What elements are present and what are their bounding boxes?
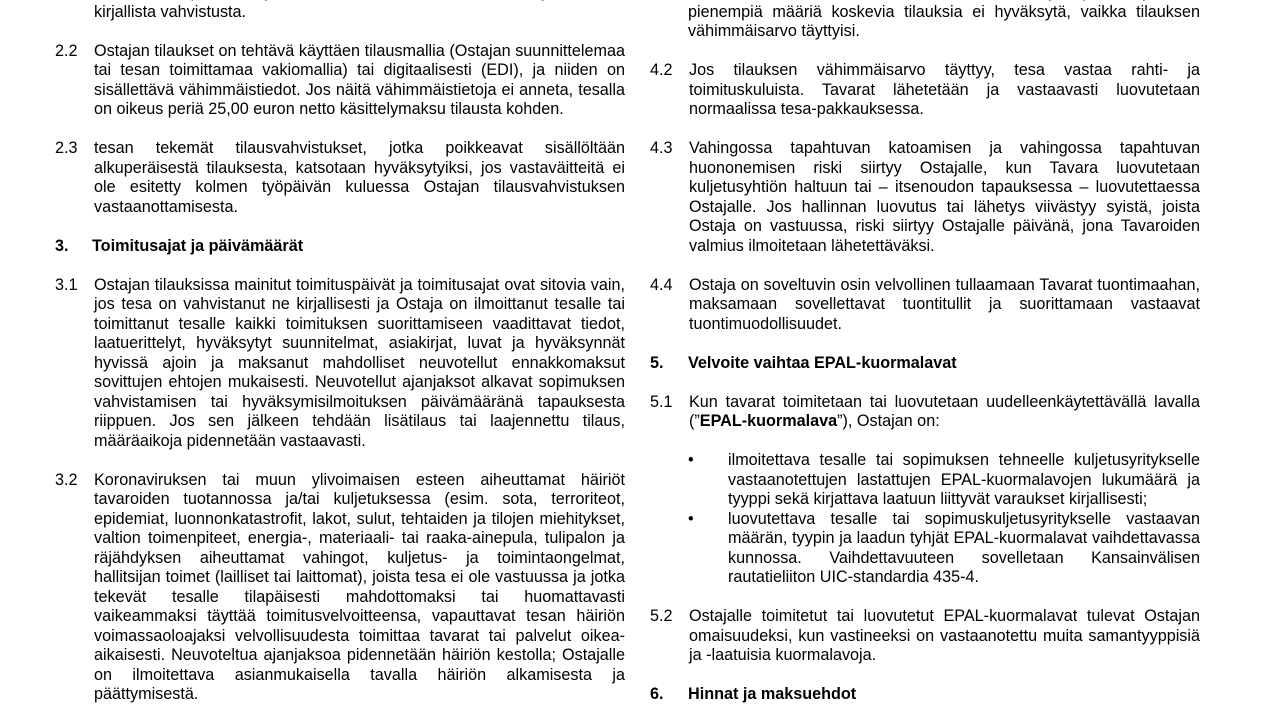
list-item	[688, 451, 1200, 510]
section-number: 3.	[55, 236, 69, 255]
paragraph-3-1	[55, 276, 625, 452]
list-item-text: luovutettava tesalle tai sopimuskuljetusyritykselle vastaavan määrän, tyypin ja laadun tyhjät EPAL-kuormalavat vaihdettavassa kunnossa. Vaihdettavuuteen sovelletaan Kansainvälisen rautatieliiton UIC-standardia 435-4.	[728, 509, 1200, 586]
paragraph-2-1-end	[55, 0, 625, 22]
right-column	[650, 0, 1200, 724]
paragraph-text: Ostaja on soveltuvin osin velvollinen tullaamaan Tavarat tuontimaahan, maksamaan sovellettavat tuontitullit ja suorittamaan vastaavat tuontimuodollisuudet.	[689, 275, 1200, 333]
paragraph-number: 3.2	[55, 470, 78, 489]
bullet-icon: •	[688, 451, 694, 469]
section-heading-6	[650, 685, 1200, 705]
paragraph-text: Vahingossa tapahtuvan katoamisen ja vahingossa tapahtuvan huononemisen riski siirtyy Ostajalle, kun Tavara luovutetaan kuljetusyhtiön haltuun tai – itsenoudon tapauksessa – luovutettaessa Ostajalle. Jos hallinnan luovutus tai lähetys viivästyy syistä, joista Ostaja on vastuussa, riski siirtyy Ostajalle päivänä, jona Tavaroiden valmius ilmoitetaan lähetettäväksi.	[689, 139, 1200, 255]
section-number: 5.	[650, 353, 664, 372]
paragraph-text-part: Kun tavarat toimitetaan tai luovutetaan uudelleenkäytettävällä lavalla (”	[689, 392, 1200, 430]
section-title: Hinnat ja maksuehdot	[688, 685, 857, 703]
paragraph-number: 2.3	[55, 139, 78, 157]
paragraph-text: Koronaviruksen tai muun ylivoimaisen esteen aiheuttamat häiriöt tavaroiden tuotannossa ja/tai kuljetuksessa (esim. sota, terroriteot, epidemiat, luonnonkatastrofit, lakot, sulut, tehtaiden ja tilojen miehitykset, valtion toimenpiteet, energia-, materiaali- tai raaka-ainepula, tulipalon ja räjähdyksen aiheuttamat vahingot, kuljetus- ja toimintaongelmat, hallitsijan toimet (lailliset tai laittomat), joista tesa ei ole vastuussa ja jotka tekevät tesalle tilapäisesti mahdottomaksi tai huomattavasti vaikeammaksi täyttää toimitusvelvoitteensa, vapauttavat tesan häiriön voimassaoloajaksi velvollisuudesta toimittaa tavarat tai palvelut oikea-aikaisesti. Neuvoteltua ajanjaksoa pidennetään häiriön kestolla; Ostajalle on ilmoitettava asianmukaisella tavalla häiriön alkamisesta ja päättymisestä.	[94, 470, 625, 703]
paragraph-text	[689, 393, 1200, 432]
paragraph-text: kirjallista vahvistusta.	[94, 2, 247, 21]
section-title: Velvoite vaihtaa EPAL-kuormalavat	[688, 353, 957, 372]
paragraph-number: 4.2	[650, 61, 673, 79]
section-title: Toimitusajat ja päivämäärät	[92, 236, 304, 255]
paragraph-number: 4.3	[650, 139, 673, 157]
left-column	[55, 0, 625, 724]
list-item	[688, 510, 1200, 588]
section-number: 6.	[650, 685, 664, 703]
paragraph-text: Jos tilauksen vähimmäisarvo täyttyy, tesa vastaa rahti- ja toimituskuluista. Tavarat lähetetään ja vastaavasti luovutetaan normaalissa tesa-pakkauksessa.	[689, 61, 1200, 118]
paragraph-number: 4.4	[650, 275, 673, 294]
paragraph-text: pienempiä määriä koskevia tilauksia ei hyväksytä, vaikka tilauksen vähimmäisarvo täyttyisi.	[688, 2, 1200, 40]
paragraph-text: Ostajan tilauksissa mainitut toimituspäivät ja toimitusajat ovat sitovia vain, jos tesa on vahvistanut ne kirjallisesti ja Ostaja on ilmoittanut tesalle tai toimittanut tesalle kaikki toimituksen suorittamiseen vaadittavat tiedot, laatuerittelyt, hyväksytyt suunnitelmat, asiakirjat, luvat ja hyväksynnät hyvissä ajoin ja maksanut mahdolliset neuvotellut ennakkomaksut sovittujen ehtojen mukaisesti. Neuvotellut ajanjaksot alkavat sopimuksen vahvistamisen tai hyväksymisilmoituksen päivämääränä tapauksesta riippuen. Jos sen jälkeen tehdään lisätilaus tai laajennettu tilaus, määräaikoja pidennetään vastaavasti.	[94, 275, 625, 450]
paragraph-2-2	[55, 42, 625, 120]
paragraph-3-2	[55, 471, 625, 705]
paragraph-text: tesan tekemät tilausvahvistukset, jotka poikkeavat sisällöltään alkuperäisestä tilauksesta, katsotaan hyväksytyiksi, jos vastaväitteitä ei ole esitetty kolmen työpäivän kuluessa Ostajan tilausvahvistuksen vastaanottamisesta.	[94, 139, 625, 216]
paragraph-text: Ostajan tilaukset on tehtävä käyttäen tilausmallia (Ostajan suunnittelemaa tai tesan toimittamaa vakiomallia) tai digitaalisesti (EDI), ja niiden on sisällettävä vähimmäistiedot. Jos näitä vähimmäistietoja ei anneta, tesalla on oikeus periä 25,00 euron netto käsittelymaksu tilausta kohden.	[94, 41, 625, 118]
paragraph-text-part: ”), Ostajan on:	[837, 412, 940, 430]
section-heading-5	[650, 354, 1200, 374]
paragraph-number: 5.2	[650, 607, 673, 625]
bullet-icon: •	[688, 509, 694, 528]
section-heading-3	[55, 237, 625, 257]
paragraph-4-2	[650, 61, 1200, 120]
paragraph-number: 3.1	[55, 275, 78, 294]
paragraph-2-3	[55, 139, 625, 217]
paragraph-5-1	[650, 393, 1200, 432]
paragraph-5-2	[650, 607, 1200, 666]
defined-term: EPAL-kuormalava	[699, 412, 838, 430]
paragraph-number: 2.2	[55, 41, 78, 60]
paragraph-number: 5.1	[650, 392, 673, 411]
paragraph-4-3	[650, 139, 1200, 256]
paragraph-4-1-end	[650, 0, 1200, 42]
bullet-list	[688, 451, 1200, 588]
list-item-text: ilmoitettava tesalle tai sopimuksen tehneelle kuljetusyritykselle vastaanotettujen lastattujen EPAL-kuormalavojen lukumäärä ja tyyppi sekä kirjattava laatuun liittyvät varaukset kirjallisesti;	[728, 451, 1200, 508]
paragraph-text: Ostajalle toimitetut tai luovutetut EPAL-kuormalavat tulevat Ostajan omaisuudeksi, kun vastineeksi on vastaanotettu muita samantyyppisiä ja -laatuisia kuormalavoja.	[689, 607, 1200, 664]
paragraph-4-4	[650, 276, 1200, 335]
